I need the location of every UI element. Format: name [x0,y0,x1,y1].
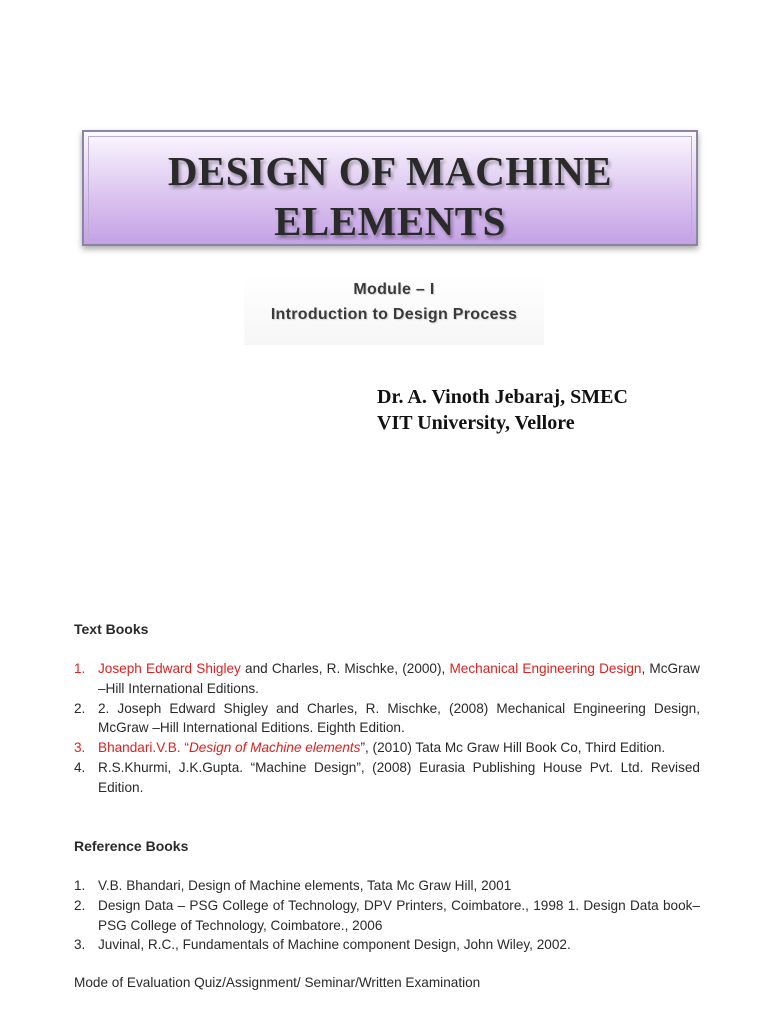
list-item [74,758,700,798]
quote-close: ” [360,740,365,756]
list-item [74,738,700,758]
list-item [74,876,700,896]
book-title-highlight: Design of Machine elements [188,740,361,756]
list-item [74,699,700,739]
list-item-number: 2. [74,897,86,913]
citation-text: V.B. Bhandari, Design of Machine elements, Tata Mc Graw Hill, 2001 [98,878,512,893]
citation-text: R.S.Khurmi, J.K.Gupta. “Machine Design”, (2008) Eurasia Publishing House Pvt. Ltd. Revised Edition. [98,759,700,795]
reference-books-heading: Reference Books [74,838,189,854]
citation-text: Juvinal, R.C., Fundamentals of Machine component Design, John Wiley, 2002. [98,937,571,953]
document-title [84,146,696,246]
text-books-heading: Text Books [74,621,149,637]
citation-text: Design Data – PSG College of Technology, DPV Printers, Coimbatore., 1998 1. Design Data book– PSG College of Technology, Coimbatore., 2006 [98,897,700,933]
module-banner [244,275,544,345]
list-item [74,659,700,699]
author-name: Dr. A. Vinoth Jebaraj, SMEC [377,386,628,408]
evaluation-mode: Mode of Evaluation Quiz/Assignment/ Seminar/Written Examination [74,975,481,990]
author-highlight: Bhandari.V.B. “ [98,740,189,756]
reference-books-list [74,876,700,955]
module-label: Module – I [353,281,435,298]
title-line-2: ELEMENTS [274,198,506,244]
list-item-number: 1. [74,661,86,676]
list-item [74,896,700,936]
citation-text: and Charles, R. Mischke, (2000), [240,661,450,676]
book-title-highlight: Mechanical Engineering Design [449,661,642,676]
list-item [74,935,700,955]
citation-text: 2. Joseph Edward Shigley and Charles, R. Mischke, (2008) Mechanical Engineering Design, McGraw –Hill International Editions. Eighth Edition. [98,700,700,736]
author-highlight: Joseph Edward Shigley [98,661,241,676]
title-line-1: DESIGN OF MACHINE [167,148,613,194]
module-subtitle: Introduction to Design Process [270,306,518,323]
list-item-number: 2. [74,700,86,716]
citation-text: , McGraw –Hill International Editions. [98,661,700,696]
text-books-list [74,659,700,798]
list-item-number: 3. [74,740,86,756]
list-item-number: 1. [74,878,86,893]
author-affiliation: VIT University, Vellore [377,412,575,434]
title-banner [82,130,698,246]
list-item-number: 4. [74,759,86,775]
citation-text: , (2010) Tata Mc Graw Hill Book Co, Third Edition. [365,740,666,756]
list-item-number: 3. [74,937,86,953]
